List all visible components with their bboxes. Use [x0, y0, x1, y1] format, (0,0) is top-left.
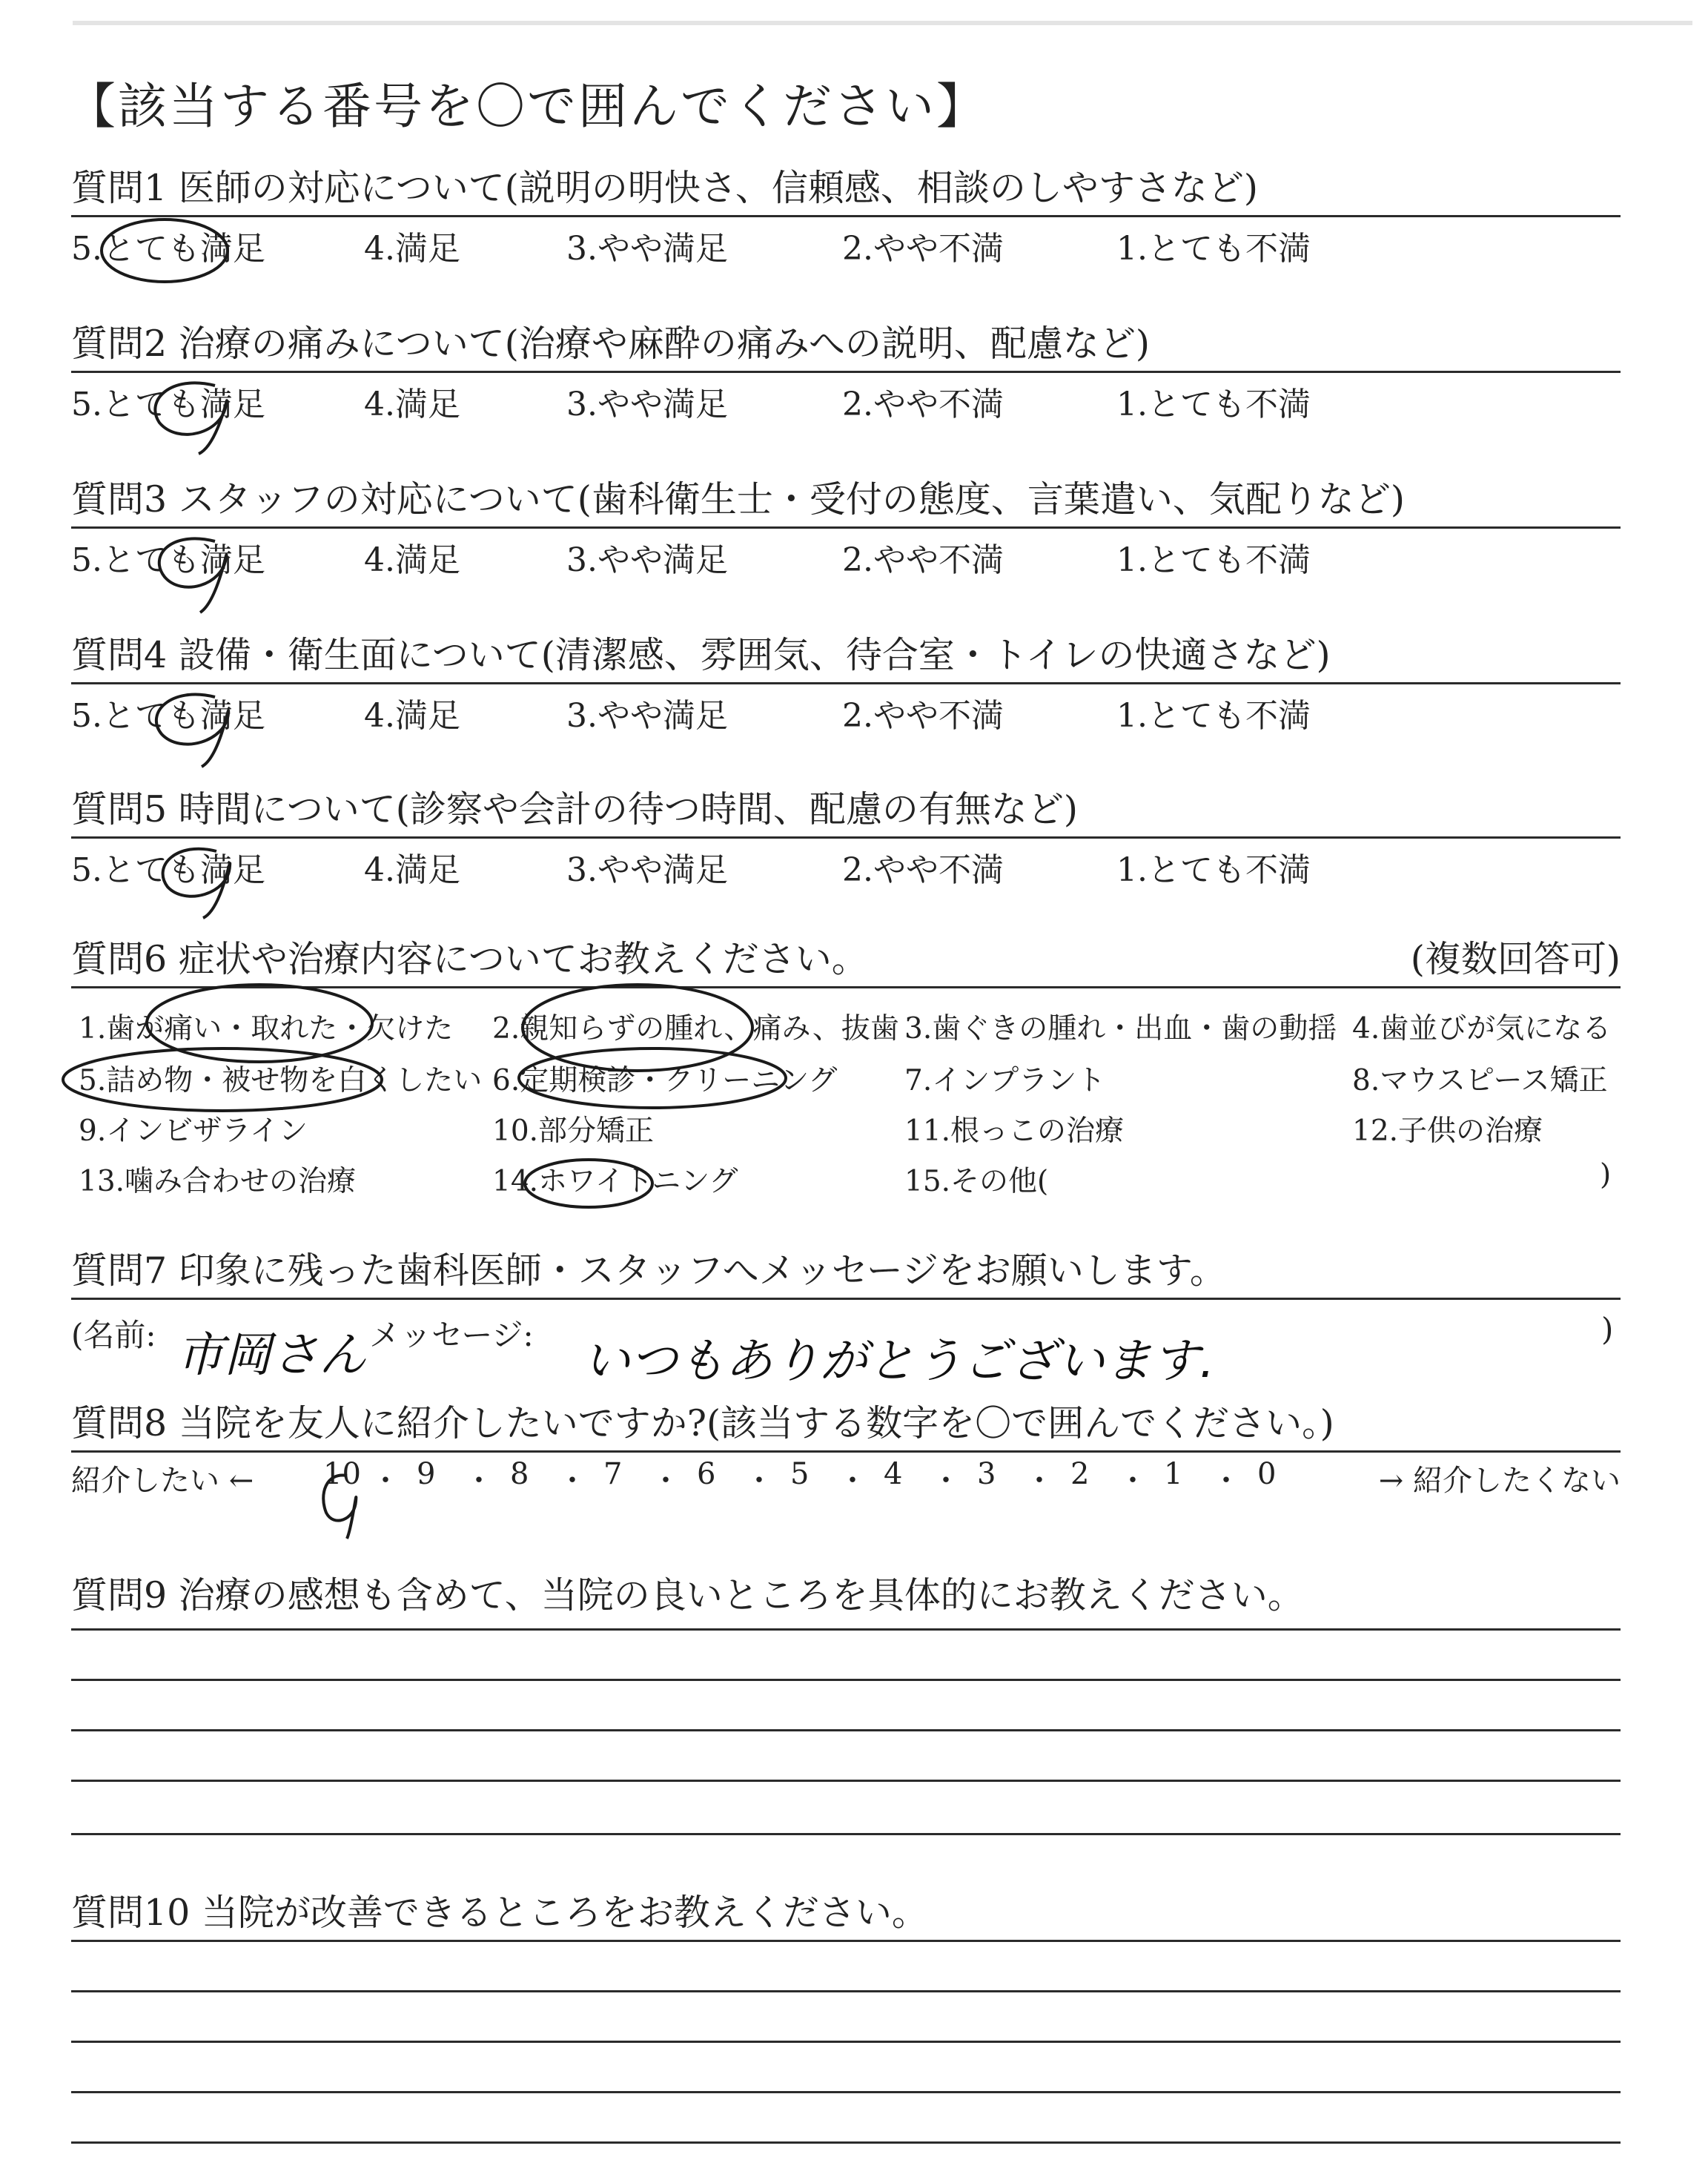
- symptom-option[interactable]: 13.噛み合わせの治療: [79, 1165, 357, 1198]
- q10-write-line[interactable]: [71, 1940, 1621, 1942]
- scale-separator: ・: [1211, 1464, 1241, 1498]
- symptom-option[interactable]: 15.その他(: [904, 1165, 1049, 1198]
- scale-separator: ・: [931, 1464, 961, 1498]
- scale-number[interactable]: 0: [1257, 1457, 1277, 1491]
- rating-option[interactable]: 5.とても満足: [71, 541, 265, 579]
- rating-option[interactable]: 3.やや満足: [566, 851, 728, 889]
- question-4-title: 質問4 設備・衛生面について(清潔感、雰囲気、待合室・トイレの快適さなど): [71, 634, 1331, 676]
- symptom-option[interactable]: 4.歯並びが気になる: [1352, 1012, 1612, 1046]
- scale-separator: ・: [464, 1464, 494, 1498]
- question-2-title: 質問2 治療の痛みについて(治療や麻酔の痛みへの説明、配慮など): [71, 323, 1151, 365]
- q10-write-line[interactable]: [71, 2041, 1621, 2043]
- rating-option[interactable]: 1.とても不満: [1116, 697, 1311, 735]
- rating-option[interactable]: 2.やや不満: [842, 851, 1004, 889]
- question-1-options: [71, 217, 1621, 268]
- question-7: [71, 1247, 1621, 1300]
- rating-option[interactable]: 3.やや満足: [566, 697, 728, 735]
- rating-option[interactable]: 3.やや満足: [566, 230, 728, 268]
- symptom-option[interactable]: 9.インビザライン: [79, 1114, 308, 1148]
- scale-number[interactable]: 1: [1164, 1457, 1183, 1491]
- question-8: [71, 1400, 1621, 1497]
- message-close-paren: ): [1601, 1311, 1614, 1347]
- rating-option[interactable]: 3.やや満足: [566, 541, 728, 579]
- q9-write-line[interactable]: [71, 1679, 1621, 1681]
- question-2: [71, 320, 1621, 423]
- question-5: [71, 786, 1621, 889]
- question-9: [71, 1572, 1621, 1619]
- question-10: [71, 1889, 1621, 1937]
- rating-option[interactable]: 2.やや不満: [842, 386, 1004, 423]
- rating-option[interactable]: 3.やや満足: [566, 386, 728, 423]
- question-4: [71, 632, 1621, 735]
- question-6-multi-note: (複数回答可): [1410, 938, 1621, 980]
- rating-option[interactable]: 5.とても満足: [71, 851, 265, 889]
- q10-write-line[interactable]: [71, 2141, 1621, 2144]
- rating-option[interactable]: 5.とても満足: [71, 697, 265, 735]
- symptom-option[interactable]: 12.子供の治療: [1352, 1114, 1543, 1148]
- symptom-option[interactable]: 5.詰め物・被せ物を白くしたい: [79, 1064, 483, 1097]
- symptom-option[interactable]: 2.親知らずの腫れ、痛み、抜歯: [492, 1012, 899, 1046]
- rating-option[interactable]: 5.とても満足: [71, 386, 265, 423]
- symptom-option[interactable]: 3.歯ぐきの腫れ・出血・歯の動揺: [904, 1012, 1337, 1046]
- symptom-option[interactable]: 1.歯が痛い・取れた・欠けた: [79, 1012, 454, 1046]
- question-1-title: 質問1 医師の対応について(説明の明快さ、信頼感、相談のしやすさなど): [71, 167, 1259, 209]
- scale-left-label: 紹介したい ←: [71, 1464, 254, 1498]
- symptom-option[interactable]: 10.部分矯正: [492, 1114, 655, 1148]
- scale-number[interactable]: 8: [510, 1457, 529, 1491]
- q10-write-line[interactable]: [71, 2091, 1621, 2093]
- rating-option[interactable]: 2.やや不満: [842, 697, 1004, 735]
- scale-number[interactable]: 10: [323, 1457, 361, 1491]
- page-heading: 【該当する番号を〇で囲んでください】: [67, 78, 987, 135]
- question-10-title: 質問10 当院が改善できるところをお教えください。: [71, 1892, 928, 1934]
- q10-write-line[interactable]: [71, 1990, 1621, 1992]
- scale-right-label: → 紹介したくない: [1378, 1464, 1621, 1498]
- question-7-title: 質問7 印象に残った歯科医師・スタッフへメッセージをお願いします。: [71, 1249, 1226, 1292]
- scale-number[interactable]: 3: [977, 1457, 996, 1491]
- symptom-option[interactable]: 8.マウスピース矯正: [1352, 1064, 1608, 1097]
- question-1: [71, 165, 1621, 268]
- question-8-title: 質問8 当院を友人に紹介したいですか?(該当する数字を〇で囲んでください。): [71, 1402, 1334, 1444]
- scale-separator: ・: [744, 1464, 774, 1498]
- question-5-title: 質問5 時間について(診察や会計の待つ時間、配慮の有無など): [71, 788, 1079, 830]
- rating-option[interactable]: 2.やや不満: [842, 230, 1004, 268]
- rating-option[interactable]: 4.満足: [364, 386, 460, 423]
- rating-option[interactable]: 5.とても満足: [71, 230, 265, 268]
- q9-write-line[interactable]: [71, 1780, 1621, 1782]
- recommend-scale: [71, 1453, 1621, 1497]
- scale-number[interactable]: 6: [697, 1457, 716, 1491]
- q9-write-line[interactable]: [71, 1628, 1621, 1631]
- top-edge-line: [73, 21, 1692, 25]
- name-handwritten[interactable]: 市岡さん: [176, 1328, 366, 1383]
- q9-write-line[interactable]: [71, 1729, 1621, 1731]
- name-label: (名前:: [71, 1317, 156, 1353]
- rating-option[interactable]: 1.とても不満: [1116, 230, 1311, 268]
- scale-separator: ・: [1025, 1464, 1054, 1498]
- scale-separator: ・: [557, 1464, 587, 1498]
- scale-number[interactable]: 5: [790, 1457, 810, 1491]
- symptom-option[interactable]: 6.定期検診・クリーニング: [492, 1064, 838, 1097]
- question-2-options: [71, 373, 1621, 423]
- rating-option[interactable]: 4.満足: [364, 541, 460, 579]
- question-4-options: [71, 684, 1621, 735]
- symptom-option[interactable]: 11.根っこの治療: [904, 1114, 1125, 1148]
- scale-number[interactable]: 2: [1070, 1457, 1090, 1491]
- question-9-title: 質問9 治療の感想も含めて、当院の良いところを具体的にお教えください。: [71, 1574, 1304, 1616]
- other-close-paren: ): [1600, 1158, 1612, 1192]
- scale-number[interactable]: 7: [603, 1457, 623, 1491]
- question-3-options: [71, 529, 1621, 579]
- question-7-rule: [71, 1298, 1621, 1300]
- question-6-title: 質問6 症状や治療内容についてお教えください。: [71, 938, 868, 980]
- q9-write-line[interactable]: [71, 1833, 1621, 1835]
- rating-option[interactable]: 4.満足: [364, 697, 460, 735]
- question-3-title: 質問3 スタッフの対応について(歯科衛生士・受付の態度、言葉遣い、気配りなど): [71, 478, 1406, 521]
- message-label: メッセージ:: [369, 1317, 534, 1353]
- rating-option[interactable]: 4.満足: [364, 851, 460, 889]
- rating-option[interactable]: 1.とても不満: [1116, 541, 1311, 579]
- scale-separator: ・: [371, 1464, 400, 1498]
- rating-option[interactable]: 1.とても不満: [1116, 851, 1311, 889]
- rating-option[interactable]: 1.とても不満: [1116, 386, 1311, 423]
- scale-separator: ・: [651, 1464, 681, 1498]
- question-6-rule: [71, 986, 1621, 988]
- scale-number[interactable]: 4: [884, 1457, 903, 1491]
- rating-option[interactable]: 4.満足: [364, 230, 460, 268]
- symptom-option[interactable]: 7.インプラント: [904, 1064, 1106, 1097]
- question-6: [71, 936, 1621, 988]
- scale-number[interactable]: 9: [417, 1457, 436, 1491]
- scale-separator: ・: [1118, 1464, 1148, 1498]
- question-5-options: [71, 839, 1621, 889]
- scale-separator: ・: [838, 1464, 867, 1498]
- symptom-option[interactable]: 14.ホワイトニング: [492, 1165, 738, 1198]
- message-handwritten[interactable]: いつもありがとうございます.: [583, 1334, 1215, 1389]
- rating-option[interactable]: 2.やや不満: [842, 541, 1004, 579]
- question-3: [71, 476, 1621, 579]
